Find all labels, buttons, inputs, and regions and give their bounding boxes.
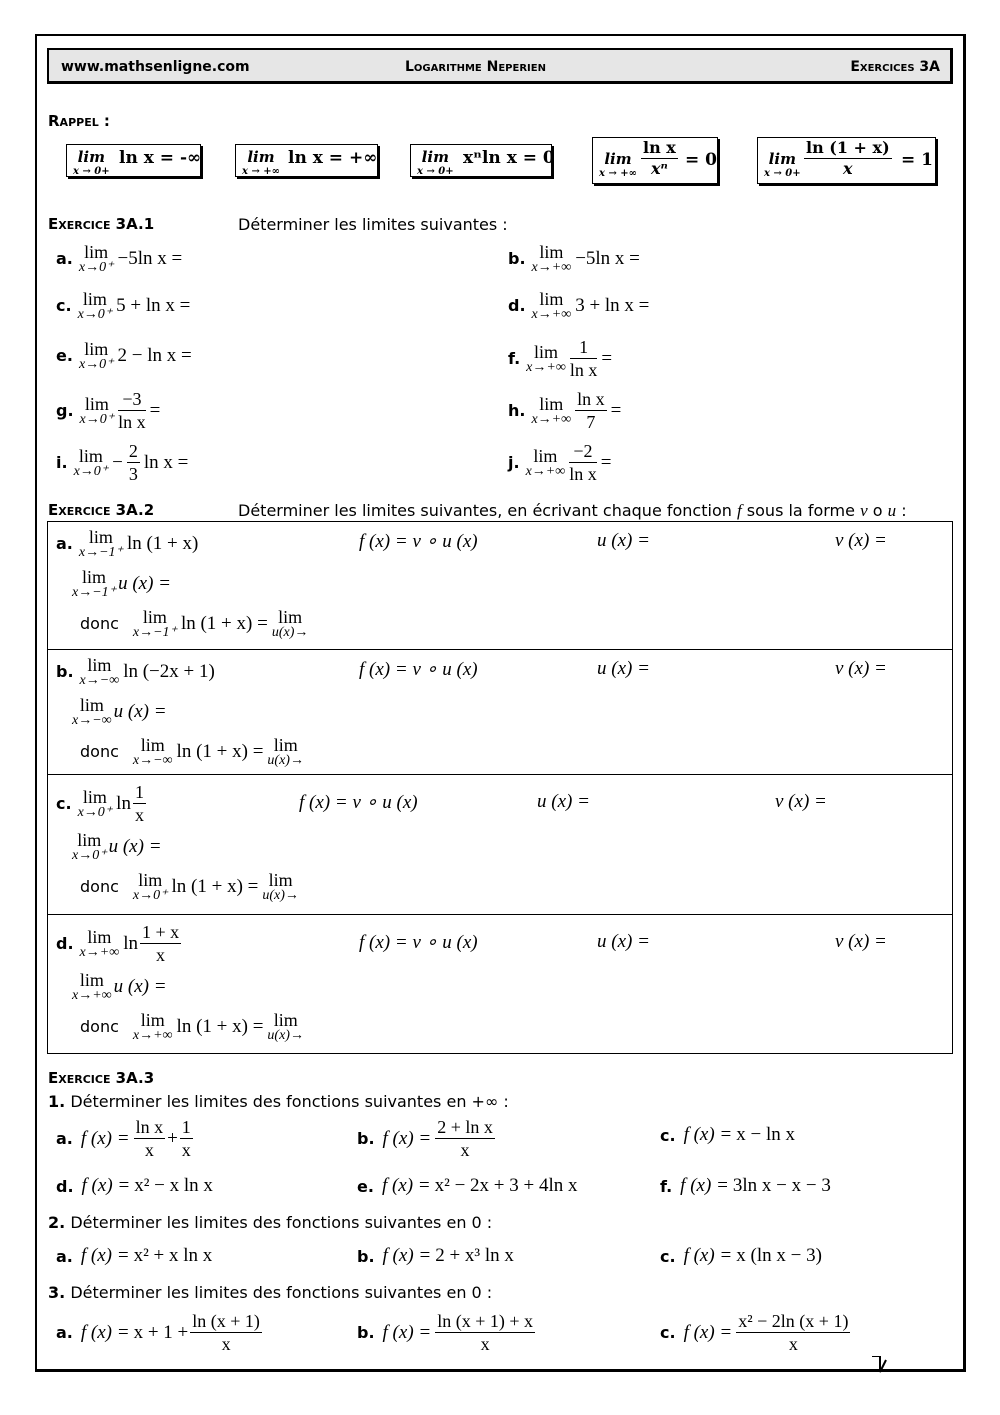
- fraction: $\frac{\text{ln x}}{7}$: [577, 389, 605, 432]
- inner-limit: lim x→+∞ u (x) =: [72, 970, 167, 1003]
- lim-operator: lim u(x)→: [267, 1010, 304, 1043]
- composition-expr: f (x) = v ∘ u (x): [359, 932, 478, 953]
- donc-line: donc lim x→0⁺ ln (1 + x) = lim u(x)→: [80, 870, 299, 903]
- item-label: a.: [56, 534, 73, 553]
- ex1-item-c: c. lim x→0⁺ 5 + ln x =: [56, 289, 191, 322]
- ex1-item-g: g. lim x→0⁺ $\frac{-3}{\text{ln x}}$ =: [56, 389, 161, 432]
- item-label: c.: [660, 1246, 676, 1266]
- ex1-item-f: f. lim x→+∞ $\frac{1}{\text{ln x}}$ =: [508, 337, 613, 380]
- ex2-function: c. lim x→0⁺ ln $\frac{1}{x}$: [56, 782, 144, 825]
- ex2-title: Exercice 3A.2: [48, 501, 155, 519]
- rappel-box-2: lim x → +∞ ln x = +∞: [235, 144, 378, 177]
- fraction: $\frac{-3}{\text{ln x}}$: [118, 389, 146, 432]
- ex2-table: [47, 521, 953, 1054]
- lim-operator: lim x→−∞: [72, 695, 112, 728]
- ex3-q1-item-f: f. f (x) = 3ln x − x − 3: [660, 1175, 831, 1196]
- lim-operator: lim x→−∞: [79, 655, 120, 688]
- ex1-item-e: e. lim x→0⁺ 2 − ln x =: [56, 339, 192, 372]
- lim-operator: lim x→0⁺: [77, 289, 113, 322]
- ex1-item-d: d. lim x→+∞ 3 + ln x =: [508, 289, 650, 322]
- item-label: a.: [56, 1129, 73, 1148]
- item-label: a.: [56, 249, 73, 268]
- ex3-q1-item-a: a. f (x) = $\frac{\text{ln x}}{x}$ + $\frac{1}{x}$: [56, 1117, 191, 1160]
- fraction: $\frac{\ln (x + 1) + x}{x}$: [437, 1311, 534, 1354]
- rappel-label: Rappel :: [48, 112, 110, 130]
- ex3-q1-item-b: b. f (x) = $\frac{\text{2 + ln x}}{x}$: [357, 1117, 493, 1160]
- lim-operator: lim x→−1⁺: [132, 607, 177, 640]
- ex3-q1-item-e: e. f (x) = x² − 2x + 3 + 4ln x: [357, 1175, 578, 1196]
- lim-operator: lim x→−∞: [132, 735, 173, 768]
- page-title: Logarithme Neperien: [405, 59, 546, 75]
- ex1-item-i: i. lim x→0⁺ − $\frac{2}{3}$ ln x =: [56, 441, 189, 484]
- ex3-q3-item-c: c. f (x) = $\frac{\text{x² − 2ln (x + 1)}}{x}$: [660, 1311, 849, 1354]
- u-definition: u (x) =: [597, 658, 650, 679]
- site-url: www.mathsenligne.com: [61, 59, 250, 75]
- ex3-q3: 3. Déterminer les limites des fonctions suivantes en 0 :: [48, 1283, 493, 1302]
- u-definition: u (x) =: [537, 791, 590, 812]
- ex3-q3-item-b: b. f (x) = $\frac{\ln (x + 1) + x}{x}$: [357, 1311, 534, 1354]
- item-label: d.: [508, 296, 526, 315]
- lim-operator: lim x→+∞: [526, 342, 566, 375]
- lim-operator: lim x→0⁺: [78, 339, 114, 372]
- lim-operator: lim u(x)→: [262, 870, 299, 903]
- lim-operator: lim x→+∞: [132, 1010, 173, 1043]
- ex2-function: a. lim x→−1⁺ ln (1 + x): [56, 527, 199, 560]
- ex1-instruction: Déterminer les limites suivantes :: [238, 215, 508, 234]
- ex3-q2: 2. Déterminer les limites des fonctions suivantes en 0 :: [48, 1213, 493, 1232]
- ex3-title: Exercice 3A.3: [48, 1069, 155, 1087]
- fraction: $\frac{\text{x² − 2ln (x + 1)}}{x}$: [738, 1311, 849, 1354]
- page-header: [47, 48, 953, 84]
- rappel-box-3: lim x → 0+ xⁿln x = 0: [410, 144, 552, 177]
- rappel-box-4: lim x → +∞ $\frac{\text{ln x}}{\text{xⁿ}}$ = 0: [592, 137, 718, 184]
- v-definition: v (x) =: [835, 530, 887, 551]
- ex2-row-a: [48, 522, 952, 650]
- v-definition: v (x) =: [835, 931, 887, 952]
- item-label: c.: [56, 296, 72, 315]
- ex2-function: b. lim x→−∞ ln (−2x + 1): [56, 655, 215, 688]
- item-label: a.: [56, 1246, 73, 1266]
- composition-expr: f (x) = v ∘ u (x): [299, 792, 418, 813]
- ex2-instruction: Déterminer les limites suivantes, en écrivant chaque fonction f sous la forme v o u :: [238, 501, 907, 520]
- item-label: e.: [56, 346, 73, 365]
- lim-operator: lim x→−1⁺: [78, 527, 123, 560]
- lim-operator: lim x→+∞: [79, 927, 120, 960]
- lim-operator: lim x→0⁺: [77, 787, 113, 820]
- ex3-q2-item-c: c. f (x) = x (ln x − 3): [660, 1245, 822, 1266]
- item-label: d.: [56, 934, 74, 953]
- lim-operator: lim x→0⁺: [79, 394, 115, 427]
- item-label: f.: [660, 1176, 673, 1196]
- page-corner-mark: [872, 1356, 966, 1374]
- item-label: b.: [56, 662, 74, 681]
- lim-operator: lim u(x)→: [271, 607, 309, 640]
- lim-operator: lim x→+∞: [531, 289, 572, 322]
- ex3-q1: 1. Déterminer les limites des fonctions suivantes en +∞ :: [48, 1092, 509, 1111]
- inner-limit: lim x→−1⁺ u (x) =: [72, 567, 171, 600]
- ex1-item-h: h. lim x→+∞ $\frac{\text{ln x}}{7}$ =: [508, 389, 622, 432]
- v-definition: v (x) =: [835, 658, 887, 679]
- item-label: c.: [56, 794, 72, 813]
- lim-operator: lim x→+∞: [531, 394, 572, 427]
- item-label: h.: [508, 401, 526, 420]
- ex3-q2-item-b: b. f (x) = 2 + x³ ln x: [357, 1245, 514, 1266]
- ex3-q2-item-a: a. f (x) = x² + x ln x: [56, 1245, 213, 1266]
- lim-operator: lim x→0⁺: [73, 446, 109, 479]
- ex3-q1-item-c: c. f (x) = x − ln x: [660, 1124, 795, 1145]
- lim-operator: lim x→0⁺: [78, 242, 114, 275]
- inner-limit: lim x→0⁺ u (x) =: [72, 830, 162, 863]
- item-label: b.: [357, 1129, 375, 1148]
- item-label: j.: [508, 453, 520, 472]
- ex2-function: d. lim x→+∞ ln $\frac{1 + x}{x}$: [56, 922, 180, 965]
- item-label: c.: [660, 1323, 676, 1342]
- donc-line: donc lim x→−∞ ln (1 + x) = lim u(x)→: [80, 735, 304, 768]
- u-definition: u (x) =: [597, 931, 650, 952]
- exercise-set: Exercices 3A: [850, 59, 940, 75]
- fraction: $\frac{\text{ln x}}{x}$: [135, 1117, 164, 1160]
- ex2-row-b: [48, 650, 952, 775]
- item-label: f.: [508, 349, 521, 368]
- u-definition: u (x) =: [597, 530, 650, 551]
- ex3-q3-item-a: a. f (x) = x + 1 + $\frac{\ln (x + 1)}{x}$: [56, 1311, 260, 1354]
- fraction: $\frac{1}{x}$: [134, 782, 144, 825]
- ex1-title: Exercice 3A.1: [48, 215, 155, 233]
- item-label: e.: [357, 1176, 374, 1196]
- lim-operator: lim x→−1⁺: [72, 567, 117, 600]
- fraction: $\frac{1}{\text{ln x}}$: [569, 337, 598, 380]
- fraction: $\frac{\text{2 + ln x}}{x}$: [437, 1117, 493, 1160]
- fraction: $\frac{1 + x}{x}$: [141, 922, 180, 965]
- rappel-box-5: lim x → 0+ $\frac{\ln (1 + x)}{x}$ = 1: [757, 137, 936, 184]
- ex1-item-j: j. lim x→+∞ $\frac{-2}{\text{ln x}}$ =: [508, 441, 612, 484]
- lim-operator: lim x→+∞: [525, 446, 566, 479]
- item-label: a.: [56, 1323, 73, 1342]
- item-label: b.: [357, 1246, 375, 1266]
- lim-operator: lim x→+∞: [531, 242, 572, 275]
- fraction: $\frac{-2}{\text{ln x}}$: [569, 441, 597, 484]
- lim-operator: lim x→0⁺: [72, 830, 107, 863]
- inner-limit: lim x→−∞ u (x) =: [72, 695, 167, 728]
- fraction: $\frac{2}{3}$: [128, 441, 138, 484]
- v-definition: v (x) =: [775, 791, 827, 812]
- ex1-item-b: b. lim x→+∞ −5ln x =: [508, 242, 640, 275]
- composition-expr: f (x) = v ∘ u (x): [359, 659, 478, 680]
- donc-line: donc lim x→−1⁺ ln (1 + x) = lim u(x)→: [80, 607, 309, 640]
- ex3-q1-item-d: d. f (x) = x² − x ln x: [56, 1175, 213, 1196]
- item-label: g.: [56, 401, 74, 420]
- item-label: b.: [357, 1323, 375, 1342]
- ex1-item-a: a. lim x→0⁺ −5ln x =: [56, 242, 183, 275]
- item-label: d.: [56, 1176, 74, 1196]
- rappel-box-1: lim x → 0+ ln x = -∞: [66, 144, 201, 177]
- fraction: $\frac{\ln (x + 1)}{x}$: [192, 1311, 260, 1354]
- ex2-row-c: [48, 775, 952, 915]
- fraction: $\frac{1}{x}$: [181, 1117, 191, 1160]
- donc-line: donc lim x→+∞ ln (1 + x) = lim u(x)→: [80, 1010, 304, 1043]
- item-label: c.: [660, 1125, 676, 1145]
- lim-operator: lim x→+∞: [72, 970, 112, 1003]
- ex2-row-d: [48, 915, 952, 1053]
- item-label: i.: [56, 453, 68, 472]
- lim-operator: lim u(x)→: [267, 735, 304, 768]
- composition-expr: f (x) = v ∘ u (x): [359, 531, 478, 552]
- item-label: b.: [508, 249, 526, 268]
- lim-operator: lim x→0⁺: [132, 870, 168, 903]
